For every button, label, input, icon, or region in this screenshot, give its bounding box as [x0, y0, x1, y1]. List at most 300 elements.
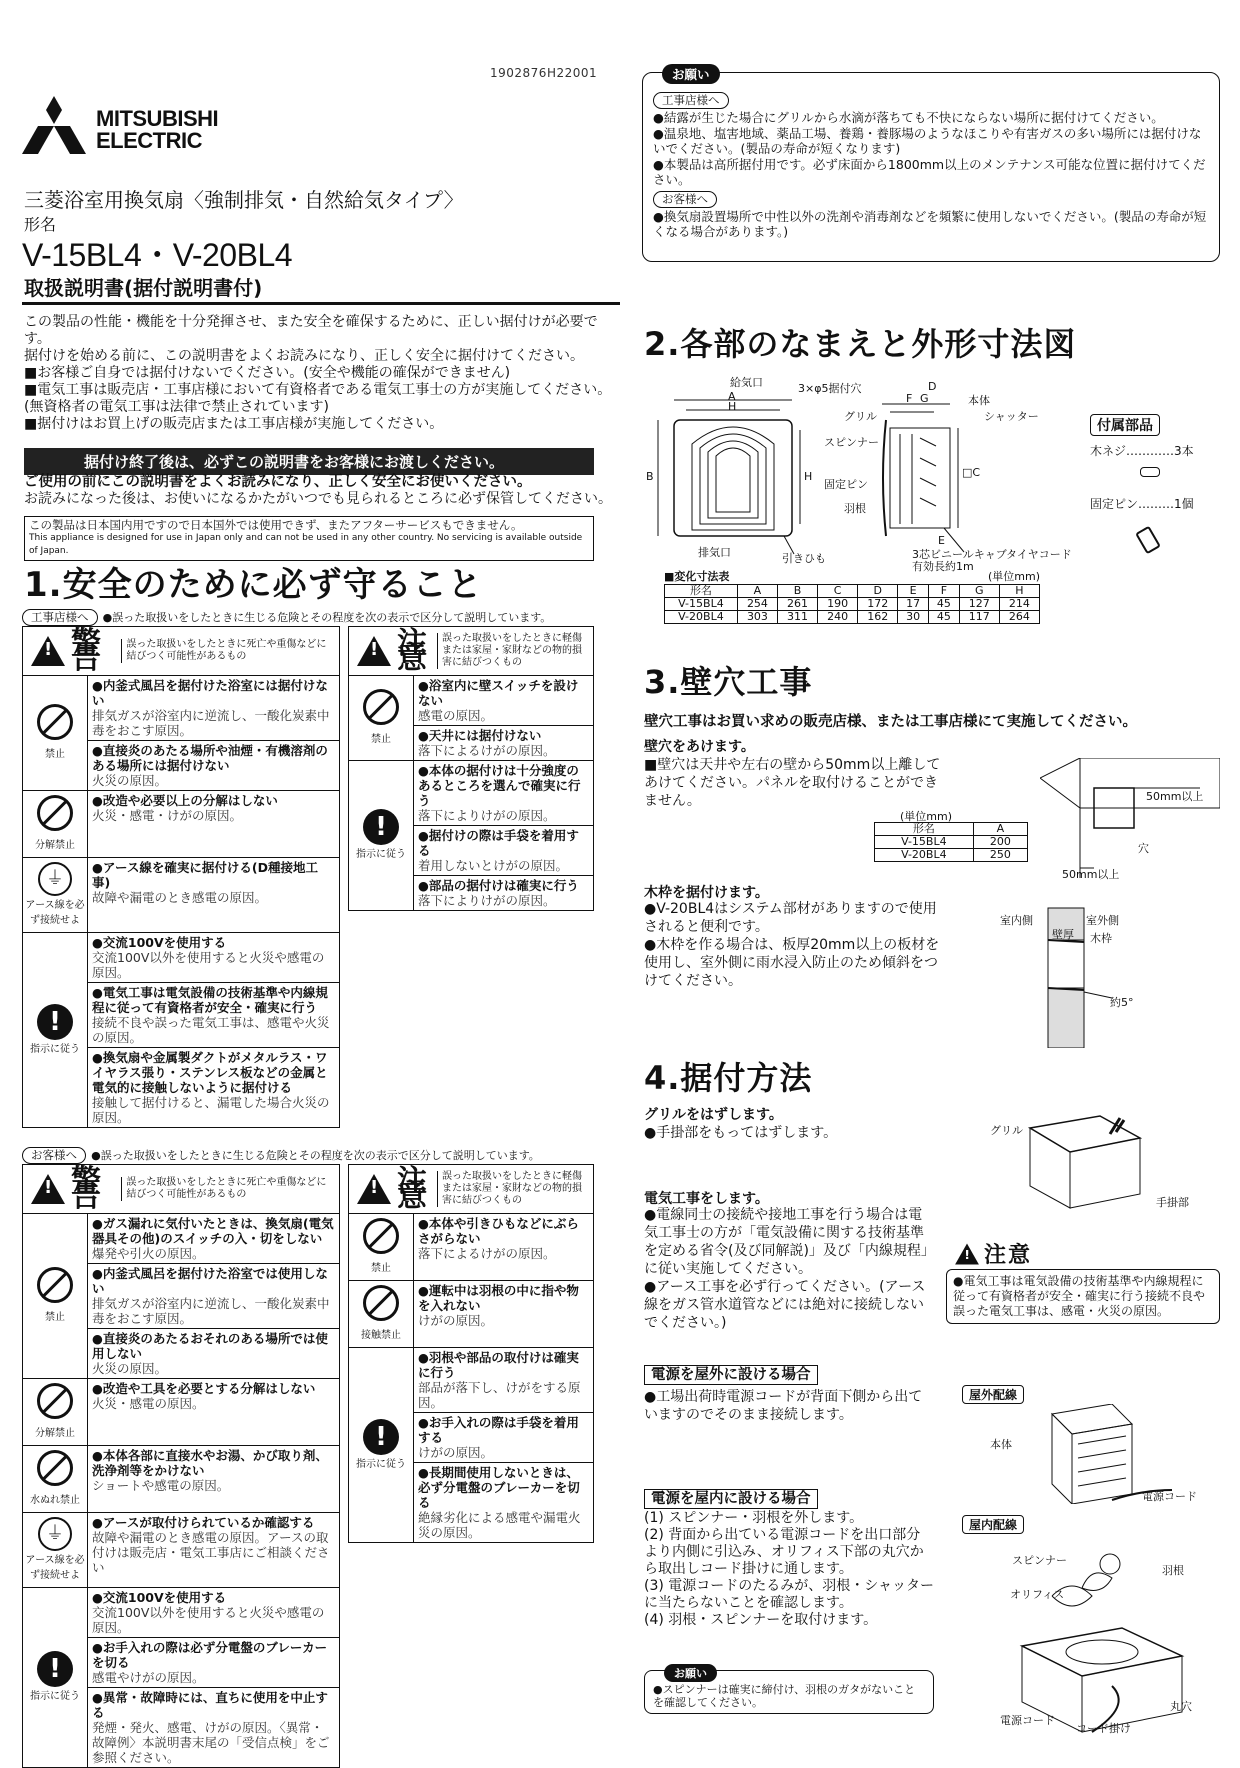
- spinner-request-box: [644, 1667, 934, 1714]
- table-cell: V-20BL4: [875, 849, 974, 862]
- table-row: [349, 1281, 594, 1348]
- request-item: ●結露が生じた場合にグリルから水滴が落ちても不快にならない場所に据付けてください。: [653, 110, 1164, 125]
- rule-cell: [414, 676, 594, 726]
- rule-title: ●お手入れの際は必ず分電盤のブレーカーを切る: [92, 1640, 328, 1670]
- table-row: [23, 791, 340, 858]
- customer-tag: お客様へ: [22, 1147, 86, 1164]
- round-hole-label: 丸穴: [1170, 1700, 1192, 1713]
- spinner-request-tag: お願い: [664, 1664, 717, 1682]
- symbol-label: 指示に従う: [30, 1043, 80, 1055]
- rule-reason: 着用しないとけがの原因。: [418, 858, 569, 873]
- label-H: H: [728, 400, 737, 413]
- no-wet-icon: [37, 1450, 73, 1486]
- rule-reason: 排気ガスが浴室内に逆流し、一酸化炭素中毒をおこす原因。: [92, 708, 330, 738]
- rule-reason: 火災・感電・けがの原因。: [92, 808, 243, 823]
- alert-triangle-icon: [31, 636, 65, 666]
- cord-hook-label: コード掛け: [1076, 1722, 1131, 1735]
- label-cord-pull: 引きひも: [782, 552, 826, 565]
- symbol-cell: [349, 1281, 414, 1348]
- table-header-row: [665, 585, 1040, 598]
- symbol-cell: [23, 1588, 88, 1768]
- symbol-cell: [349, 676, 414, 761]
- table-row: [665, 598, 1040, 611]
- dimension-table-block: [664, 568, 1040, 624]
- rule-cell: [88, 1048, 340, 1128]
- rule-title: ●据付けの際は手袋を着用する: [418, 828, 579, 858]
- label-A: A: [728, 390, 736, 403]
- rule-reason: 感電の原因。: [418, 708, 494, 723]
- table-cell: 162: [858, 611, 898, 624]
- document-code: 1902876H22001: [490, 66, 598, 80]
- section3-h1: 壁穴をあけます。: [644, 739, 755, 755]
- rule-title: ●内釜式風呂を据付けた浴室では使用しない: [92, 1266, 328, 1296]
- table-header-cell: C: [818, 585, 858, 598]
- wall-hole-table-block: [874, 822, 1028, 862]
- table-row: [23, 1379, 340, 1446]
- table-cell: V-15BL4: [875, 836, 974, 849]
- table-row: [23, 1513, 340, 1588]
- symbol-prohibit: [25, 1267, 85, 1325]
- rule-reason: 交流100V以外を使用すると火災や感電の原因。: [92, 1605, 325, 1635]
- rule-title: ●部品の据付けは確実に行う: [418, 878, 579, 893]
- table-row: [349, 1348, 594, 1413]
- symbol-must: [25, 1004, 85, 1057]
- rule-cell: [88, 858, 340, 933]
- symbol-cell: [23, 1214, 88, 1379]
- symbol-cell: [23, 1513, 88, 1588]
- alert-triangle-icon: [357, 1174, 391, 1204]
- section4-h2: 電気工事をします。: [644, 1191, 769, 1207]
- dim-label-top: 50mm以上: [1146, 790, 1204, 803]
- rule-cell: [414, 1413, 594, 1463]
- rule-cell: [414, 1463, 594, 1543]
- hazard-description: 誤った取扱いをしたときに死亡や重傷などに結びつく可能性があるもの: [121, 1177, 335, 1201]
- spinner-request-text: ●スピンナーは確実に締付け、羽根のガタがないことを確認してください。: [644, 1670, 934, 1714]
- mitsubishi-diamonds-icon: [22, 96, 86, 154]
- rule-reason: 絶縁劣化による感電や漏電火災の原因。: [418, 1510, 581, 1540]
- intro-text: [24, 314, 616, 433]
- rule-cell: [88, 1588, 340, 1638]
- symbol-must: [25, 1651, 85, 1704]
- rule-title: ●お手入れの際は手袋を着用する: [418, 1415, 579, 1445]
- label-H2: H: [804, 470, 813, 483]
- rule-title: ●羽根や部品の取付けは確実に行う: [418, 1350, 579, 1380]
- rule-cell: [414, 1348, 594, 1413]
- rule-reason: 落下によりけがの原因。: [418, 893, 556, 908]
- label-G: G: [920, 392, 929, 405]
- instruction-icon: !: [363, 809, 399, 845]
- table-cell: 172: [858, 598, 898, 611]
- handover-band: 据付け終了後は、必ずこの説明書をお客様にお渡しください。: [24, 448, 594, 475]
- hazard-word: 注意: [397, 1164, 431, 1214]
- table-cell: 311: [777, 611, 817, 624]
- rule-reason: 交流100V以外を使用すると火災や感電の原因。: [92, 950, 325, 980]
- table-header-cell: A: [737, 585, 777, 598]
- rule-title: ●異常・故障時には、直ちに使用を中止する: [92, 1690, 328, 1720]
- label-cord-length: 有効長約1m: [912, 560, 974, 573]
- rule-title: ●改造や必要以上の分解はしない: [92, 793, 278, 808]
- no-disassemble-icon: [37, 795, 73, 831]
- section3-title: 3.壁穴工事: [644, 663, 813, 701]
- customer-caution-table: [348, 1164, 594, 1543]
- frame-label: 木枠: [1090, 932, 1112, 945]
- installer-tag: 工事店様へ: [22, 609, 98, 626]
- dimension-table-title: ■変化寸法表: [664, 570, 730, 583]
- table-header-cell: 形名: [875, 823, 974, 836]
- brand-line2: ELECTRIC: [96, 128, 202, 153]
- instruction-icon: !: [363, 1419, 399, 1455]
- table-header-cell: A: [973, 823, 1027, 836]
- prohibit-icon: [363, 689, 399, 725]
- rule-title: ●交流100Vを使用する: [92, 1590, 227, 1605]
- indoor-step: (4) 羽根・スピンナーを取付けます。: [644, 1612, 878, 1628]
- rule-title: ●アースが取付けられているか確認する: [92, 1515, 315, 1530]
- symbol-cell: [23, 791, 88, 858]
- label-blade: 羽根: [844, 502, 866, 515]
- wall-thickness-label: 壁厚: [1052, 928, 1074, 941]
- label-B: B: [646, 470, 654, 483]
- request-box: [642, 67, 1220, 262]
- table-cell: 303: [737, 611, 777, 624]
- intro-line: ■お客様ご自身では据付けないでください。(安全や機能の確保ができません): [24, 365, 511, 381]
- rule-title: ●天井には据付けない: [418, 728, 542, 743]
- label-D: D: [928, 380, 937, 393]
- rule-cell: [88, 1264, 340, 1329]
- table-cell: 117: [959, 611, 999, 624]
- indoor-power-steps: [644, 1510, 934, 1629]
- wood-frame-diagram: [986, 898, 1156, 1048]
- symbol-must: [351, 809, 411, 862]
- section3-p1: ■壁穴は天井や左右の壁から50mm以上離してあけてください。パネルを取付けることができません。: [644, 757, 941, 809]
- table-row: [23, 1214, 340, 1264]
- rule-cell: [414, 826, 594, 876]
- table-cell: 214: [999, 598, 1039, 611]
- symbol-no_wet: [25, 1450, 85, 1508]
- rule-reason: 火災の原因。: [92, 1361, 168, 1376]
- rule-reason: 火災の原因。: [92, 773, 168, 788]
- earth-icon: ⏚: [38, 862, 72, 896]
- section3-h2: 木枠を据付けます。: [644, 885, 769, 901]
- hazard-header-row: [27, 626, 335, 676]
- section3-item: ●木枠を作る場合は、板厚20mm以上の板材を使用し、室外側に雨水浸入防止のため傾斜をつけてください。: [644, 937, 940, 989]
- rule-cell: [414, 1214, 594, 1281]
- hazard-header-row: [27, 1164, 335, 1214]
- request-item: ●本製品は高所据付用です。必ず床面から1800mm以上のメンテナンス可能な位置に据付けてください。: [653, 157, 1206, 187]
- hazard-header-row: [353, 626, 589, 676]
- product-description: 三菱浴室用換気扇〈強制排気・自然給気タイプ〉: [24, 188, 464, 212]
- rule-title: ●本体や引きひもなどにぶらさがらない: [418, 1216, 579, 1246]
- section3-unit: (単位mm): [900, 810, 953, 823]
- prohibit-icon: [363, 1218, 399, 1254]
- symbol-cell: [23, 676, 88, 791]
- table-row: [23, 676, 340, 741]
- brand-line1: MITSUBISHI: [96, 106, 219, 131]
- customer-note-text: お読みになった後は、お使いになるかたがいつでも見られるところに必ず保管してください。: [24, 491, 612, 507]
- grille-removal-diagram: [990, 1108, 1190, 1218]
- section4-item: ●電線同士の接続や接地工事を行う場合は電気工事士の方が「電気設備に関する技術基準を定める省令(及び同解説)」及び「内線規程」に従い実施してください。: [644, 1207, 928, 1277]
- label-holes: 3×φ5据付穴: [798, 382, 862, 395]
- request-item: ●換気扇設置場所で中性以外の洗剤や消毒剤などを頻繁に使用しないでください。(製品の寿命が短くなる場合があります。): [653, 209, 1207, 239]
- table-row: [665, 611, 1040, 624]
- installer-warning-table: [22, 626, 340, 1128]
- hazard-description: 誤った取扱いをしたときに死亡や重傷などに結びつく可能性があるもの: [121, 639, 335, 663]
- table-cell: 240: [818, 611, 858, 624]
- export-notice-en: This appliance is designed for use in Japan only and can not be used in any other country. No servicing is available outside of Japan.: [29, 533, 583, 556]
- outdoor-power-heading: 電源を屋外に設ける場合: [644, 1364, 818, 1385]
- indoor-step: (3) 電源コードのたるみが、羽根・シャッターに当たらないことを確認します。: [644, 1578, 935, 1611]
- rule-reason: けがの原因。: [418, 1445, 494, 1460]
- section4-item: ●アース工事を必ず行ってください。(アース線をガス管水道管などには絶対に接続しないでください。): [644, 1279, 926, 1331]
- orifice-label: オリフィス: [1010, 1588, 1065, 1601]
- accessory-item: 木ネジ…………3本: [1090, 444, 1194, 458]
- rule-title: ●本体各部に直接水やお湯、かび取り剤、洗浄剤等をかけない: [92, 1448, 328, 1478]
- accessory-item: 固定ピン………1個: [1090, 497, 1194, 511]
- symbol-prohibit: [351, 689, 411, 747]
- table-header-cell: H: [999, 585, 1039, 598]
- body-label: 本体: [990, 1438, 1012, 1451]
- rule-reason: 発煙・発火、感電、けがの原因。〈異常・故障例〉本説明書末尾の「受信点検」をご参照ください。: [92, 1720, 330, 1765]
- export-notice: [24, 516, 594, 561]
- rule-title: ●交流100Vを使用する: [92, 935, 227, 950]
- classify-note: ●誤った取扱いをしたときに生じる危険とその程度を次の表示で区分して説明しています。: [102, 611, 552, 624]
- hazard-header: [23, 627, 340, 676]
- symbol-prohibit: [25, 704, 85, 762]
- grille-label: グリル: [990, 1124, 1023, 1137]
- symbol-label: 分解禁止: [35, 1428, 75, 1439]
- rule-reason: 排気ガスが浴室内に逆流し、一酸化炭素中毒をおこす原因。: [92, 1296, 330, 1326]
- rule-cell: [88, 1446, 340, 1513]
- label-pin: 固定ピン: [824, 478, 868, 491]
- rule-title: ●運転中は羽根の中に指や物を入れない: [418, 1283, 579, 1313]
- symbol-cell: [349, 1348, 414, 1543]
- hazard-description: 誤った取扱いをしたときに軽傷または家屋・家財などの物的損害に結びつくもの: [437, 633, 589, 669]
- rule-title: ●直接炎のあたるおそれのある場所では使用しない: [92, 1331, 328, 1361]
- rule-reason: 故障や漏電のとき感電の原因。アースの取付けは販売店・電気工事店にご相談ください: [92, 1530, 330, 1575]
- hazard-description: 誤った取扱いをしたときに軽傷または家屋・家財などの物的損害に結びつくもの: [437, 1171, 589, 1207]
- table-header-cell: D: [858, 585, 898, 598]
- wall-hole-sketch: [1040, 758, 1220, 878]
- classify-note: ●誤った取扱いをしたときに生じる危険とその程度を次の表示で区分して説明しています。: [91, 1149, 540, 1162]
- table-cell: 254: [737, 598, 777, 611]
- document-type: 取扱説明書(据付説明書付): [24, 276, 263, 300]
- rule-cell: [414, 726, 594, 761]
- rule-reason: けがの原因。: [418, 1313, 494, 1328]
- table-row: [349, 676, 594, 726]
- symbol-cell: [23, 1446, 88, 1513]
- label-C: □C: [962, 466, 981, 479]
- section4-h1: グリルをはずします。: [644, 1107, 783, 1123]
- rule-cell: [414, 876, 594, 911]
- intro-line: ■据付けはお買上げの販売店または工事店様が実施してください。: [24, 416, 444, 432]
- table-header-cell: F: [929, 585, 960, 598]
- outdoor-power-text: ●工場出荷時電源コードが背面下側から出ていますのでそのまま接続します。: [644, 1389, 923, 1423]
- symbol-label: 指示に従う: [356, 849, 406, 860]
- accessory-title: 付属部品: [1090, 414, 1160, 436]
- rule-cell: [88, 1379, 340, 1446]
- symbol-label: 禁止: [45, 1312, 65, 1323]
- section4-title: 4.据付方法: [644, 1059, 813, 1097]
- table-cell: 17: [898, 598, 929, 611]
- rule-cell: [88, 1688, 340, 1768]
- intro-line: この製品の性能・機能を十分発揮させ、また安全を確保するために、正しい据付けが必要です。: [24, 314, 598, 347]
- symbol-no_disassemble: [25, 1383, 85, 1441]
- model-label: 形名: [24, 215, 57, 234]
- request-item: ●温泉地、塩害地域、薬品工場、養鶏・養豚場のようなほこりや有害ガスの多い場所には据付けないでください。(製品の寿命が短くなります): [653, 126, 1202, 156]
- rule-reason: 感電やけがの原因。: [92, 1670, 205, 1685]
- table-cell: V-20BL4: [665, 611, 738, 624]
- rule-reason: 火災・感電の原因。: [92, 1396, 205, 1411]
- section3-items: [644, 900, 944, 990]
- rule-reason: 接続不良や誤った電気工事は、感電や火災の原因。: [92, 1015, 330, 1045]
- indoor-step: (2) 背面から出ている電源コードを出口部分より内側に引込み、オリフィス下部の丸穴から取出しコード掛けに通します。: [644, 1527, 924, 1577]
- prohibit-icon: [37, 1267, 73, 1303]
- table-header-cell: G: [959, 585, 999, 598]
- symbol-label: 指示に従う: [356, 1458, 406, 1470]
- customer-classify-row: [22, 1144, 540, 1164]
- label-spinner: スピンナー: [824, 436, 879, 449]
- instruction-icon: !: [37, 1004, 73, 1040]
- rule-reason: 接触して据付けると、漏電した場合火災の原因。: [92, 1095, 330, 1125]
- rule-reason: 爆発や引火の原因。: [92, 1246, 205, 1261]
- table-cell: 250: [973, 849, 1027, 862]
- installer-classify-row: [22, 606, 551, 626]
- dim-label-side: 50mm以上: [1062, 868, 1120, 881]
- table-cell: 45: [929, 598, 960, 611]
- hole-label: 穴: [1138, 842, 1149, 855]
- rule-title: ●内釜式風呂を据付けた浴室には据付けない: [92, 678, 328, 708]
- table-cell: 30: [898, 611, 929, 624]
- power-cord-label-2: 電源コード: [1000, 1714, 1055, 1727]
- rule-title: ●本体の据付けは十分強度のあるところを選んで確実に行う: [418, 763, 581, 808]
- table-cell: V-15BL4: [665, 598, 738, 611]
- wall-hole-table: [874, 822, 1028, 862]
- symbol-label: 指示に従う: [30, 1691, 80, 1702]
- rule-title: ●ガス漏れに気付いたときは、換気扇(電気器具その他)のスイッチの入・切をしない: [92, 1216, 334, 1246]
- symbol-label: 禁止: [45, 749, 65, 760]
- table-cell: 261: [777, 598, 817, 611]
- hazard-word: 警告: [71, 1164, 105, 1214]
- label-body: 本体: [968, 394, 990, 407]
- alert-triangle-icon: [31, 1174, 65, 1204]
- label-shutter: シャッター: [984, 410, 1039, 423]
- angle-label: 約5°: [1110, 996, 1134, 1009]
- symbol-cell: [23, 1379, 88, 1446]
- symbol-label: 分解禁止: [35, 840, 75, 851]
- request-installer-tag: 工事店様へ: [653, 92, 729, 109]
- rule-title: ●直接炎のあたる場所や油煙・有機溶剤のある場所には据付けない: [92, 743, 328, 773]
- caution-text: ●電気工事は電気設備の技術基準や内線規程に従って有資格者が安全・確実に行う接続不良や誤った電気工事は、感電・火災の原因。: [946, 1269, 1220, 1324]
- customer-warning-table: [22, 1164, 340, 1768]
- rule-reason: 部品が落下し、けがをする原因。: [418, 1380, 581, 1410]
- rule-reason: 落下によるけがの原因。: [418, 1246, 556, 1261]
- symbol-no_touch: [351, 1285, 411, 1343]
- hazard-header: [349, 627, 594, 676]
- blade-label: 羽根: [1162, 1564, 1184, 1577]
- table-cell: 190: [818, 598, 858, 611]
- prohibit-icon: [37, 704, 73, 740]
- symbol-earth: [25, 1517, 85, 1583]
- indoor-wiring-tag: 屋内配線: [962, 1515, 1024, 1534]
- table-header-row: [875, 823, 1028, 836]
- export-notice-jp: この製品は日本国内用ですので日本国外では使用できず、またアフターサービスもできません。: [29, 518, 523, 532]
- outdoor-label: 室外側: [1086, 914, 1119, 927]
- symbol-label: アース線を必ず接続せよ: [25, 900, 85, 926]
- model-name: V-15BL4・V-20BL4: [22, 237, 293, 273]
- label-cord: 3芯ビニールキャブタイヤコード: [912, 548, 1072, 561]
- table-row: [875, 836, 1028, 849]
- intro-line: ■電気工事は販売店・工事店様において有資格者である電気工事士の方が実施してください。(無資格者の電気工事は法律で禁止されています): [24, 382, 612, 415]
- rule-reason: 落下によりけがの原因。: [418, 808, 556, 823]
- table-row: [23, 1446, 340, 1513]
- rule-title: ●アース線を確実に据付ける(D種接地工事): [92, 860, 318, 890]
- fixing-pin-icon: [1135, 526, 1161, 555]
- section4-p1: ●手掛部をもってはずします。: [644, 1125, 838, 1141]
- alert-triangle-icon: [357, 636, 391, 666]
- table-cell: 200: [973, 836, 1027, 849]
- hazard-word: 注意: [397, 626, 431, 676]
- table-cell: 45: [929, 611, 960, 624]
- wall-hole-diagram: [1040, 758, 1220, 878]
- screw-icon: [1140, 467, 1160, 477]
- rule-cell: [88, 741, 340, 791]
- table-row: [23, 858, 340, 933]
- symbol-label: アース線を必ず接続せよ: [25, 1555, 85, 1581]
- earth-icon: ⏚: [38, 1517, 72, 1551]
- table-row: [23, 933, 340, 983]
- power-cord-label: 電源コード: [1142, 1490, 1197, 1503]
- label-grille: グリル: [844, 410, 877, 423]
- caution-word: 注意: [984, 1243, 1033, 1268]
- symbol-earth: [25, 862, 85, 928]
- hazard-header: [23, 1165, 340, 1214]
- rule-cell: [88, 983, 340, 1048]
- instruction-icon: !: [37, 1651, 73, 1687]
- symbol-cell: [349, 761, 414, 911]
- table-row: [349, 1214, 594, 1281]
- symbol-label: 接触禁止: [361, 1330, 401, 1341]
- indoor-power-heading: 電源を屋内に設ける場合: [644, 1488, 818, 1509]
- symbol-cell: [349, 1214, 414, 1281]
- dimension-table: [664, 584, 1040, 624]
- table-cell: 264: [999, 611, 1039, 624]
- table-header-cell: B: [777, 585, 817, 598]
- section3-item: ●V-20BL4はシステム部材がありますので使用されると便利です。: [644, 901, 937, 935]
- hazard-word: 警告: [71, 626, 105, 676]
- request-customer-tag: お客様へ: [653, 191, 717, 208]
- customer-note-bold: ご使用の前にこの説明書をよくお読みになり、正しく安全にお使いください。: [24, 474, 532, 490]
- outdoor-wiring-tag: 屋外配線: [962, 1385, 1024, 1404]
- section3-lead: 壁穴工事はお買い求めの販売店様、または工事店様にて実施してください。: [644, 714, 1137, 730]
- section1-title: 1.安全のために必ず守ること: [24, 565, 483, 605]
- rule-title: ●改造や工具を必要とする分解はしない: [92, 1381, 316, 1396]
- rule-cell: [88, 1329, 340, 1379]
- label-exhaust: 排気口: [698, 546, 731, 559]
- rule-cell: [414, 761, 594, 826]
- spinner-label: スピンナー: [1012, 1554, 1067, 1567]
- rule-cell: [88, 933, 340, 983]
- request-tag: お願い: [662, 64, 720, 84]
- symbol-label: 禁止: [371, 1263, 391, 1274]
- rule-title: ●長期間使用しないときは、必ず分電盤のブレーカーを切る: [418, 1465, 580, 1510]
- table-row: [349, 761, 594, 826]
- rule-reason: 落下によるけがの原因。: [418, 743, 556, 758]
- symbol-cell: [23, 933, 88, 1128]
- title-rule: [22, 302, 620, 305]
- symbol-no_disassemble: [25, 795, 85, 853]
- intro-line: 据付けを始める前に、この説明書をよくお読みになり、正しく安全に据付けてください。: [24, 348, 584, 364]
- indoor-wiring-diagram: [962, 1514, 1202, 1736]
- section2-title: 2.各部のなまえと外形寸法図: [644, 325, 1077, 363]
